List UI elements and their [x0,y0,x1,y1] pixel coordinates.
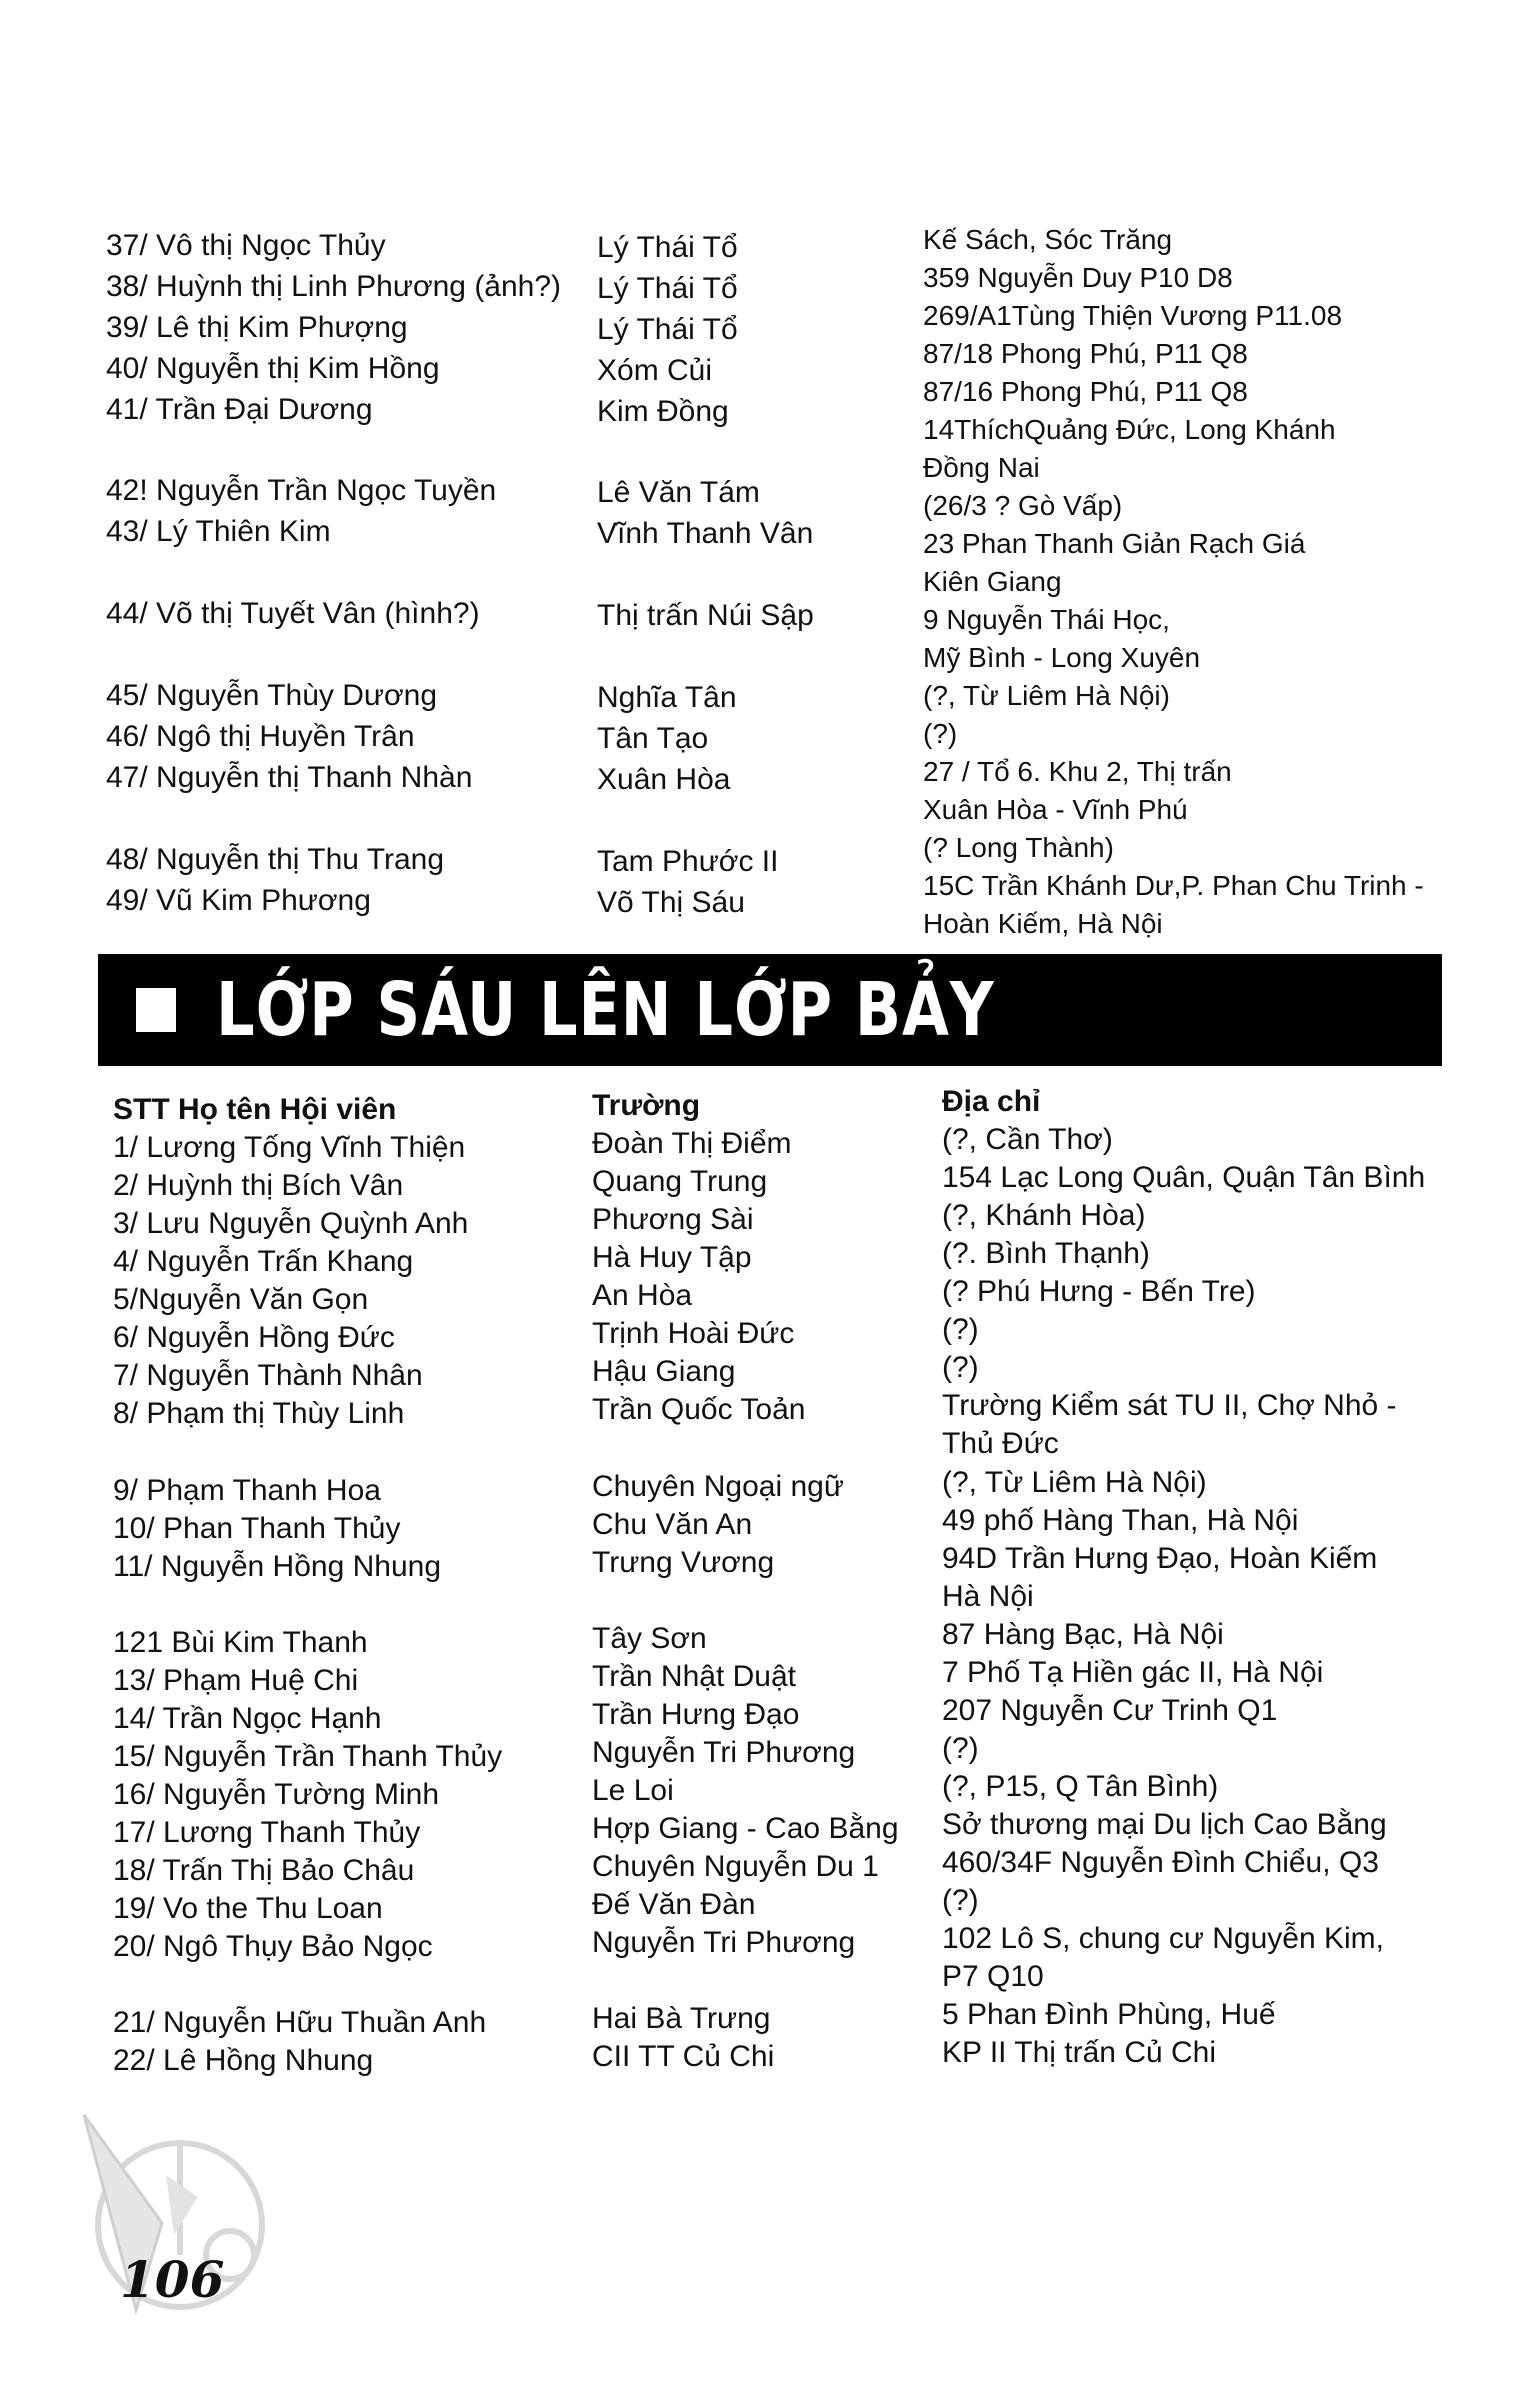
section-banner [98,954,1442,1066]
member-school: Hai Bà Trưng [592,2002,771,2035]
member-school: Trưng Vương [592,1546,775,1579]
member-name: 19/ Vo the Thu Loan [113,1892,383,1925]
member-school: Hợp Giang - Cao Bằng [592,1812,899,1845]
member-school: Phương Sài [592,1203,754,1236]
member-name: 8/ Phạm thị Thùy Linh [113,1397,405,1430]
member-address: (? Phú Hưng - Bến Tre) [942,1275,1256,1308]
member-address: (?) [942,1351,979,1384]
member-school: Võ Thị Sáu [597,886,745,919]
member-name: 18/ Trấn Thị Bảo Châu [113,1854,415,1887]
member-address: (?, Khánh Hòa) [942,1199,1146,1232]
member-school: CII TT Củ Chi [592,2040,775,2073]
member-address: (?, Từ Liêm Hà Nội) [923,680,1170,711]
member-school: Chu Văn An [592,1508,753,1541]
member-address: (?, Cần Thơ) [942,1123,1113,1156]
member-name: 37/ Vô thị Ngọc Thủy [106,229,386,262]
member-address: Trường Kiểm sát TU II, Chợ Nhỏ - [942,1389,1397,1422]
member-name: 6/ Nguyễn Hồng Đức [113,1321,395,1354]
member-name: 1/ Lương Tống Vĩnh Thiện [113,1131,466,1164]
member-address: (26/3 ? Gò Vấp) [923,490,1123,521]
member-address: 359 Nguyễn Duy P10 D8 [923,262,1233,293]
member-name: 45/ Nguyễn Thùy Dương [106,679,438,712]
page-number: 106 [120,2250,225,2309]
member-address: 269/A1Tùng Thiện Vương P11.08 [923,300,1343,331]
member-name: 41/ Trần Đại Dương [106,393,373,426]
member-name: 9/ Phạm Thanh Hoa [113,1474,381,1507]
header-school: Trường [592,1089,701,1122]
member-address: P7 Q10 [942,1960,1044,1993]
member-address: Xuân Hòa - Vĩnh Phú [923,794,1188,825]
member-school: Kim Đồng [597,395,729,428]
header-name: STT Họ tên Hội viên [113,1093,397,1126]
member-name: 47/ Nguyễn thị Thanh Nhàn [106,761,473,794]
member-school: Đoàn Thị Điểm [592,1127,792,1160]
member-name: 21/ Nguyễn Hữu Thuần Anh [113,2006,487,2039]
member-address: Hoàn Kiếm, Hà Nội [923,908,1163,939]
member-school: Hậu Giang [592,1355,736,1388]
member-school: Tây Sơn [592,1622,707,1655]
member-school: Tân Tạo [597,722,709,755]
member-school: Lý Thái Tổ [597,313,738,346]
member-school: Hà Huy Tập [592,1241,752,1274]
member-school: Lý Thái Tổ [597,231,738,264]
member-name: 17/ Lương Thanh Thủy [113,1816,421,1849]
member-address: (?) [942,1313,979,1346]
member-address: 154 Lạc Long Quân, Quận Tân Bình [942,1161,1426,1194]
member-name: 40/ Nguyễn thị Kim Hồng [106,352,440,385]
square-bullet-icon [136,988,176,1032]
member-name: 44/ Võ thị Tuyết Vân (hình?) [106,597,480,630]
member-name: 39/ Lê thị Kim Phượng [106,311,408,344]
member-address: (? Long Thành) [923,832,1114,863]
member-name: 14/ Trần Ngọc Hạnh [113,1702,382,1735]
member-school: Chuyên Nguyễn Du 1 [592,1850,879,1883]
member-school: Tam Phước II [597,845,779,878]
member-school: Lê Văn Tám [597,476,760,509]
member-name: 43/ Lý Thiên Kim [106,515,331,548]
member-name: 121 Bùi Kim Thanh [113,1626,368,1659]
member-name: 10/ Phan Thanh Thủy [113,1512,401,1545]
member-school: Đế Văn Đàn [592,1888,756,1921]
member-address: 460/34F Nguyễn Đình Chiểu, Q3 [942,1846,1379,1879]
member-address: Kiên Giang [923,566,1062,597]
member-address: 14ThíchQuảng Đức, Long Khánh [923,414,1336,445]
member-address: 15C Trần Khánh Dư,P. Phan Chu Trinh - [923,870,1424,901]
member-name: 15/ Nguyễn Trần Thanh Thủy [113,1740,503,1773]
member-name: 48/ Nguyễn thị Thu Trang [106,843,444,876]
member-address: 5 Phan Đình Phùng, Huế [942,1998,1276,2031]
member-name: 4/ Nguyễn Trấn Khang [113,1245,414,1278]
member-school: Le Loi [592,1774,674,1807]
member-address: 7 Phố Tạ Hiền gác II, Hà Nội [942,1656,1324,1689]
member-school: Nguyễn Tri Phương [592,1736,856,1769]
member-school: Trần Quốc Toản [592,1393,806,1426]
member-school: Nguyễn Tri Phương [592,1926,856,1959]
member-name: 42! Nguyễn Trần Ngọc Tuyền [106,474,497,507]
member-name: 2/ Huỳnh thị Bích Vân [113,1169,404,1202]
member-address: Mỹ Bình - Long Xuyên [923,642,1201,673]
member-address: 87/16 Phong Phú, P11 Q8 [923,376,1248,407]
member-school: An Hòa [592,1279,693,1312]
member-school: Xóm Củi [597,354,713,387]
member-name: 7/ Nguyễn Thành Nhân [113,1359,423,1392]
member-school: Trần Hưng Đạo [592,1698,800,1731]
member-address: (?) [942,1732,979,1765]
member-address: 23 Phan Thanh Giản Rạch Giá [923,528,1306,559]
member-address: Sở thương mại Du lịch Cao Bằng [942,1808,1387,1841]
member-name: 11/ Nguyễn Hồng Nhung [113,1550,442,1583]
member-name: 22/ Lê Hồng Nhung [113,2044,374,2077]
header-address: Địa chỉ [942,1085,1041,1118]
member-name: 46/ Ngô thị Huyền Trân [106,720,415,753]
member-address: 27 / Tổ 6. Khu 2, Thị trấn [923,756,1232,787]
member-address: 9 Nguyễn Thái Học, [923,604,1170,635]
member-school: Quang Trung [592,1165,768,1198]
member-address: (?, P15, Q Tân Bình) [942,1770,1219,1803]
member-address: Đồng Nai [923,452,1040,483]
member-address: (?) [942,1884,979,1917]
member-name: 20/ Ngô Thụy Bảo Ngọc [113,1930,433,1963]
member-school: Trịnh Hoài Đức [592,1317,795,1350]
member-school: Trần Nhật Duật [592,1660,796,1693]
member-address: (?) [923,718,958,749]
member-address: KP II Thị trấn Củ Chi [942,2036,1217,2069]
member-address: 207 Nguyễn Cư Trinh Q1 [942,1694,1278,1727]
member-address: Thủ Đức [942,1427,1059,1460]
member-address: 87 Hàng Bạc, Hà Nội [942,1618,1224,1651]
member-address: Hà Nội [942,1580,1034,1613]
member-name: 5/Nguyễn Văn Gọn [113,1283,369,1316]
member-name: 38/ Huỳnh thị Linh Phương (ảnh?) [106,270,562,303]
member-school: Chuyên Ngoại ngữ [592,1470,844,1503]
member-address: 102 Lô S, chung cư Nguyễn Kim, [942,1922,1385,1955]
member-address: 94D Trần Hưng Đạo, Hoàn Kiếm [942,1542,1378,1575]
member-address: (?. Bình Thạnh) [942,1237,1150,1270]
member-name: 49/ Vũ Kim Phương [106,884,371,917]
section-title: LỚP SÁU LÊN LỚP BẢY [216,967,995,1053]
member-school: Nghĩa Tân [597,681,737,714]
member-address: Kế Sách, Sóc Trăng [923,224,1173,255]
member-name: 13/ Phạm Huệ Chi [113,1664,359,1697]
member-address: (?, Từ Liêm Hà Nội) [942,1466,1207,1499]
member-school: Vĩnh Thanh Vân [597,517,814,550]
member-name: 16/ Nguyễn Tường Minh [113,1778,440,1811]
member-address: 49 phố Hàng Than, Hà Nội [942,1504,1299,1537]
member-name: 3/ Lưu Nguyễn Quỳnh Anh [113,1207,469,1240]
member-school: Xuân Hòa [597,763,731,796]
member-school: Thị trấn Núi Sập [597,599,814,632]
member-address: 87/18 Phong Phú, P11 Q8 [923,338,1248,369]
member-school: Lý Thái Tổ [597,272,738,305]
